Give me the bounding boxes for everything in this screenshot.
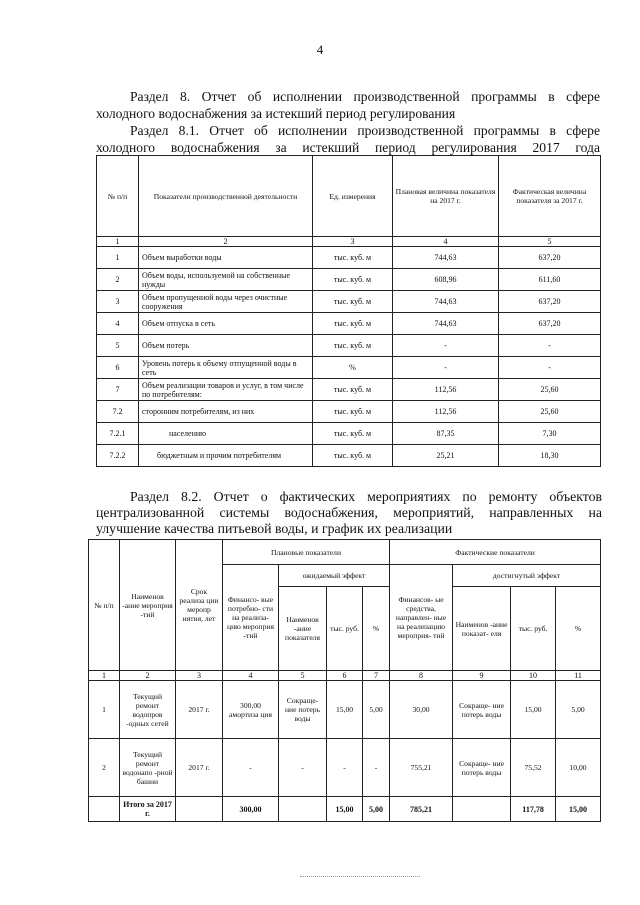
- total-cell: 117,78: [511, 797, 556, 822]
- table-row: [97, 401, 601, 423]
- fact-value: -: [499, 357, 601, 379]
- plan-value: 744,63: [393, 291, 499, 313]
- indicator-name: Объем отпуска в сеть: [139, 313, 313, 335]
- indicator-name: Уровень потерь к объему отпущенной воды в сеть: [139, 357, 313, 379]
- header-cell: Плановая величина показателя на 2017 г.: [393, 156, 499, 237]
- table-cell: -: [223, 739, 279, 797]
- header-cell: Наименов -ание показат- еля: [453, 587, 511, 671]
- total-cell: 300,00: [223, 797, 279, 822]
- table-row: [97, 247, 601, 269]
- column-index-row: [89, 671, 601, 681]
- index-cell: 3: [176, 671, 223, 681]
- section-8-heading: [96, 88, 600, 122]
- indicator-name: бюджетным и прочим потребителям: [139, 445, 313, 467]
- indicator-name: Объем выработки воды: [139, 247, 313, 269]
- header-cell: Фактические показатели: [390, 540, 601, 565]
- plan-value: -: [393, 357, 499, 379]
- table-cell: Сокраще- ние потерь воды: [279, 681, 327, 739]
- table-row: [89, 739, 601, 797]
- unit: тыс. куб. м: [313, 445, 393, 467]
- table-row: [97, 357, 601, 379]
- row-number: 3: [97, 291, 139, 313]
- index-cell: 3: [313, 237, 393, 247]
- indicator-name: Объем реализации товаров и услуг, в том числе по потребителям:: [139, 379, 313, 401]
- row-number: 1: [97, 247, 139, 269]
- page-number: 4: [316, 42, 324, 57]
- table-row: [97, 445, 601, 467]
- total-cell: 5,00: [363, 797, 390, 822]
- fact-value: 25,60: [499, 379, 601, 401]
- index-cell: 11: [556, 671, 601, 681]
- index-cell: 1: [97, 237, 139, 247]
- plan-value: 608,96: [393, 269, 499, 291]
- header-cell: Фактическая величина показателя за 2017 г.: [499, 156, 601, 237]
- table-cell: 755,21: [390, 739, 453, 797]
- header-cell: Наименов -ание показателя: [279, 587, 327, 671]
- unit: тыс. куб. м: [313, 291, 393, 313]
- row-number: 7.2.1: [97, 423, 139, 445]
- row-number: 7.2.2: [97, 445, 139, 467]
- table-cell: 1: [89, 681, 120, 739]
- table-row: [97, 313, 601, 335]
- section-8-1-heading: [96, 122, 600, 156]
- total-cell: [176, 797, 223, 822]
- section-8-1-line-1: Раздел 8.1. Отчет об исполнении производственной программы в сфере: [130, 123, 600, 138]
- repair-measures-table: [88, 539, 601, 822]
- table-cell: 10,00: [556, 739, 601, 797]
- table-cell: -: [327, 739, 363, 797]
- header-cell: Показатели производственной деятельности: [139, 156, 313, 237]
- table-cell: -: [363, 739, 390, 797]
- fact-value: 18,30: [499, 445, 601, 467]
- index-cell: 1: [89, 671, 120, 681]
- index-cell: 2: [139, 237, 313, 247]
- row-number: 5: [97, 335, 139, 357]
- indicator-name: населению: [139, 423, 313, 445]
- plan-value: -: [393, 335, 499, 357]
- table-cell: 2017 г.: [176, 681, 223, 739]
- header-cell: Финансов- ые средства, направлен- ные на реализацию мероприя- тий: [390, 565, 453, 671]
- index-cell: 5: [499, 237, 601, 247]
- index-cell: 4: [223, 671, 279, 681]
- table-cell: Сокраще- ние потерь воды: [453, 681, 511, 739]
- fact-value: -: [499, 335, 601, 357]
- section-8-1-line-2: холодного водоснабжения за истекший период регулирования 2017 года: [96, 140, 600, 155]
- index-cell: 10: [511, 671, 556, 681]
- table-cell: 2017 г.: [176, 739, 223, 797]
- total-cell: [89, 797, 120, 822]
- row-number: 6: [97, 357, 139, 379]
- table-row: [89, 681, 601, 739]
- unit: тыс. куб. м: [313, 247, 393, 269]
- table-cell: 30,00: [390, 681, 453, 739]
- plan-value: 112,56: [393, 379, 499, 401]
- header-cell: Ед. измерения: [313, 156, 393, 237]
- header-cell: достигнутый эффект: [453, 565, 601, 587]
- table-row: [97, 291, 601, 313]
- index-cell: 6: [327, 671, 363, 681]
- fact-value: 637,20: [499, 313, 601, 335]
- section-8-line-1: Раздел 8. Отчет об исполнении производственной программы в сфере: [130, 89, 600, 104]
- plan-value: 87,35: [393, 423, 499, 445]
- unit: %: [313, 357, 393, 379]
- section-8-2-line-2: централизованной системы водоснабжения, мероприятий, направленных на: [96, 505, 602, 520]
- table-header-row: [89, 540, 601, 565]
- fact-value: 637,20: [499, 247, 601, 269]
- index-cell: 4: [393, 237, 499, 247]
- total-cell: [453, 797, 511, 822]
- row-number: 2: [97, 269, 139, 291]
- section-8-line-2: холодного водоснабжения за истекший период регулирования: [96, 106, 456, 121]
- table-row: [97, 379, 601, 401]
- index-cell: 9: [453, 671, 511, 681]
- header-cell: %: [556, 587, 601, 671]
- header-cell: Финансо- вые потребно- сти на реализа- цию мероприя -тий: [223, 565, 279, 671]
- table-row: [97, 269, 601, 291]
- fact-value: 25,60: [499, 401, 601, 423]
- table-cell: Текущий ремонт водопров -одных сетей: [120, 681, 176, 739]
- header-cell: тыс. руб.: [511, 587, 556, 671]
- indicator-name: сторонним потребителям, из них: [139, 401, 313, 423]
- index-cell: 2: [120, 671, 176, 681]
- total-cell: 785,21: [390, 797, 453, 822]
- table-cell: 300,00 амортиза ция: [223, 681, 279, 739]
- row-number: 7: [97, 379, 139, 401]
- index-cell: 5: [279, 671, 327, 681]
- indicator-name: Объем потерь: [139, 335, 313, 357]
- production-program-table: [96, 155, 601, 467]
- plan-value: 744,63: [393, 313, 499, 335]
- table-row: [97, 335, 601, 357]
- total-label: Итого за 2017 г.: [120, 797, 176, 822]
- table-cell: Сокраще- ние потерь воды: [453, 739, 511, 797]
- column-index-row: [97, 237, 601, 247]
- section-8-2-line-3: улучшение качества питьевой воды, и график их реализации: [96, 521, 453, 536]
- fact-value: 7,30: [499, 423, 601, 445]
- total-cell: 15,00: [556, 797, 601, 822]
- section-8-2-heading: [96, 489, 602, 537]
- table-cell: 2: [89, 739, 120, 797]
- header-cell: Срок реализа ции меропр иятия, лет: [176, 540, 223, 671]
- table-cell: 5,00: [556, 681, 601, 739]
- table-cell: 75,52: [511, 739, 556, 797]
- fact-value: 611,60: [499, 269, 601, 291]
- indicator-name: Объем воды, используемой на собственные нужды: [139, 269, 313, 291]
- header-cell: № п/п: [89, 540, 120, 671]
- table-cell: -: [279, 739, 327, 797]
- total-cell: 15,00: [327, 797, 363, 822]
- row-number: 4: [97, 313, 139, 335]
- index-cell: 7: [363, 671, 390, 681]
- unit: тыс. куб. м: [313, 379, 393, 401]
- table-cell: 15,00: [327, 681, 363, 739]
- table-cell: 15,00: [511, 681, 556, 739]
- unit: тыс. куб. м: [313, 313, 393, 335]
- table-cell: Текущий ремонт водонапо -рной башни: [120, 739, 176, 797]
- index-cell: 8: [390, 671, 453, 681]
- header-cell: Наименов -ание мероприя -тий: [120, 540, 176, 671]
- total-row: [89, 797, 601, 822]
- table-header-row: [97, 156, 601, 237]
- header-cell: Плановые показатели: [223, 540, 390, 565]
- header-cell: № п/п: [97, 156, 139, 237]
- unit: тыс. куб. м: [313, 423, 393, 445]
- row-number: 7.2: [97, 401, 139, 423]
- fact-value: 637,20: [499, 291, 601, 313]
- section-8-2-line-1: Раздел 8.2. Отчет о фактических мероприятиях по ремонту объектов: [130, 489, 602, 504]
- unit: тыс. куб. м: [313, 269, 393, 291]
- header-cell: %: [363, 587, 390, 671]
- unit: тыс. куб. м: [313, 335, 393, 357]
- plan-value: 744,63: [393, 247, 499, 269]
- table-cell: 5,00: [363, 681, 390, 739]
- table-row: [97, 423, 601, 445]
- plan-value: 112,56: [393, 401, 499, 423]
- header-cell: ожидаемый эффект: [279, 565, 390, 587]
- unit: тыс. куб. м: [313, 401, 393, 423]
- total-cell: [279, 797, 327, 822]
- header-cell: тыс. руб.: [327, 587, 363, 671]
- footer-divider: [300, 876, 420, 877]
- indicator-name: Объем пропущенной воды через очистные сооружения: [139, 291, 313, 313]
- plan-value: 25,21: [393, 445, 499, 467]
